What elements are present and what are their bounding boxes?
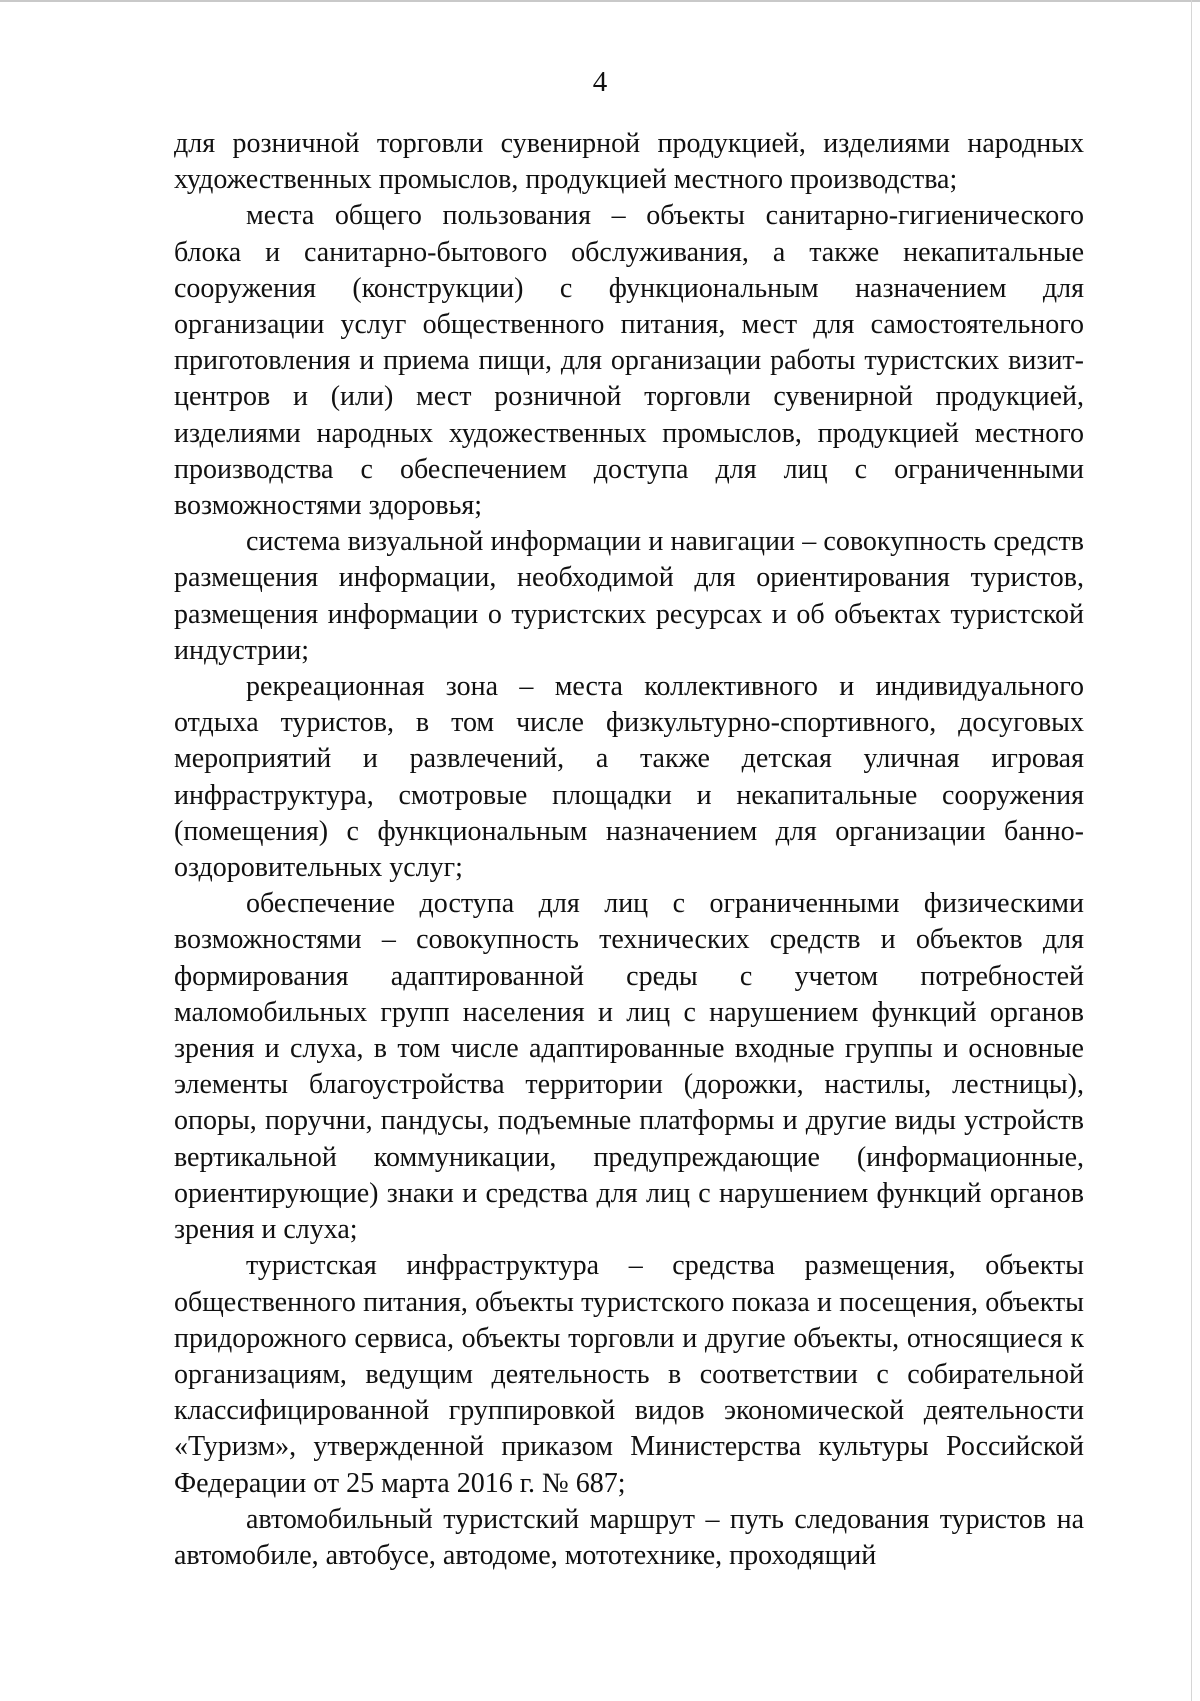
paragraph-accessibility: обеспечение доступа для лиц с ограниченными физическими возможностями – совокупность технических средств и объектов для формирования адаптированной среды с учетом потребностей маломобильных групп населения и лиц с нарушением функций органов зрения и слуха, в том числе адаптированные входные группы и основные элементы благоустройства территории (дорожки, настилы, лестницы), опоры, поручни, пандусы, подъемные платформы и другие виды устройств вертикальной коммуникации, предупреждающие (информационные, ориентирующие) знаки и средства для лиц с нарушением функций органов зрения и слуха; bbox=[174, 888, 1084, 1246]
paragraph-public-areas: места общего пользования – объекты санитарно-гигиенического блока и санитарно-бытового обслуживания, а также некапитальные сооружения (конструкции) с функциональным назначением для организации услуг общественного питания, мест для самостоятельного приготовления и приема пищи, для организации работы туристских визит-центров и (или) мест розничной торговли сувенирной продукцией, изделиями народных художественных промыслов, продукцией местного производства с обеспечением доступа для лиц с ограниченными возможностями здоровья; bbox=[174, 200, 1084, 522]
paragraph-recreation-zone: рекреационная зона – места коллективного и индивидуального отдыха туристов, в том числе физкультурно-спортивного, досуговых мероприятий и развлечений, а также детская уличная игровая инфраструктура, смотровые площадки и некапитальные сооружения (помещения) с функциональным назначением для организации банно-оздоровительных услуг; bbox=[174, 671, 1084, 884]
paragraph-visual-information-system: система визуальной информации и навигации – совокупность средств размещения информации, необходимой для ориентирования туристов, размещения информации о туристских ресурсах и об объектах туристской индустрии; bbox=[174, 526, 1084, 666]
document-body bbox=[174, 126, 1084, 1574]
paragraph-automobile-route: автомобильный туристский маршрут – путь следования туристов на автомобиле, автобусе, автодоме, мототехнике, проходящий bbox=[174, 1503, 1084, 1571]
paragraph-continuation: для розничной торговли сувенирной продукцией, изделиями народных художественных промыслов, продукцией местного производства; bbox=[174, 128, 1084, 196]
page-top-edge bbox=[0, 0, 1200, 2]
page-number: 4 bbox=[592, 66, 608, 98]
paragraph-tourist-infrastructure: туристская инфраструктура – средства размещения, объекты общественного питания, объекты туристского показа и посещения, объекты придорожного сервиса, объекты торговли и другие объекты, относящиеся к организациям, ведущим деятельность в соответствии с собирательной классифицированной группировкой видов экономической деятельности «Туризм», утвержденной приказом Министерства культуры Российской Федерации от 25 марта 2016 г. № 687; bbox=[174, 1250, 1084, 1499]
page-right-edge bbox=[1191, 0, 1192, 1701]
